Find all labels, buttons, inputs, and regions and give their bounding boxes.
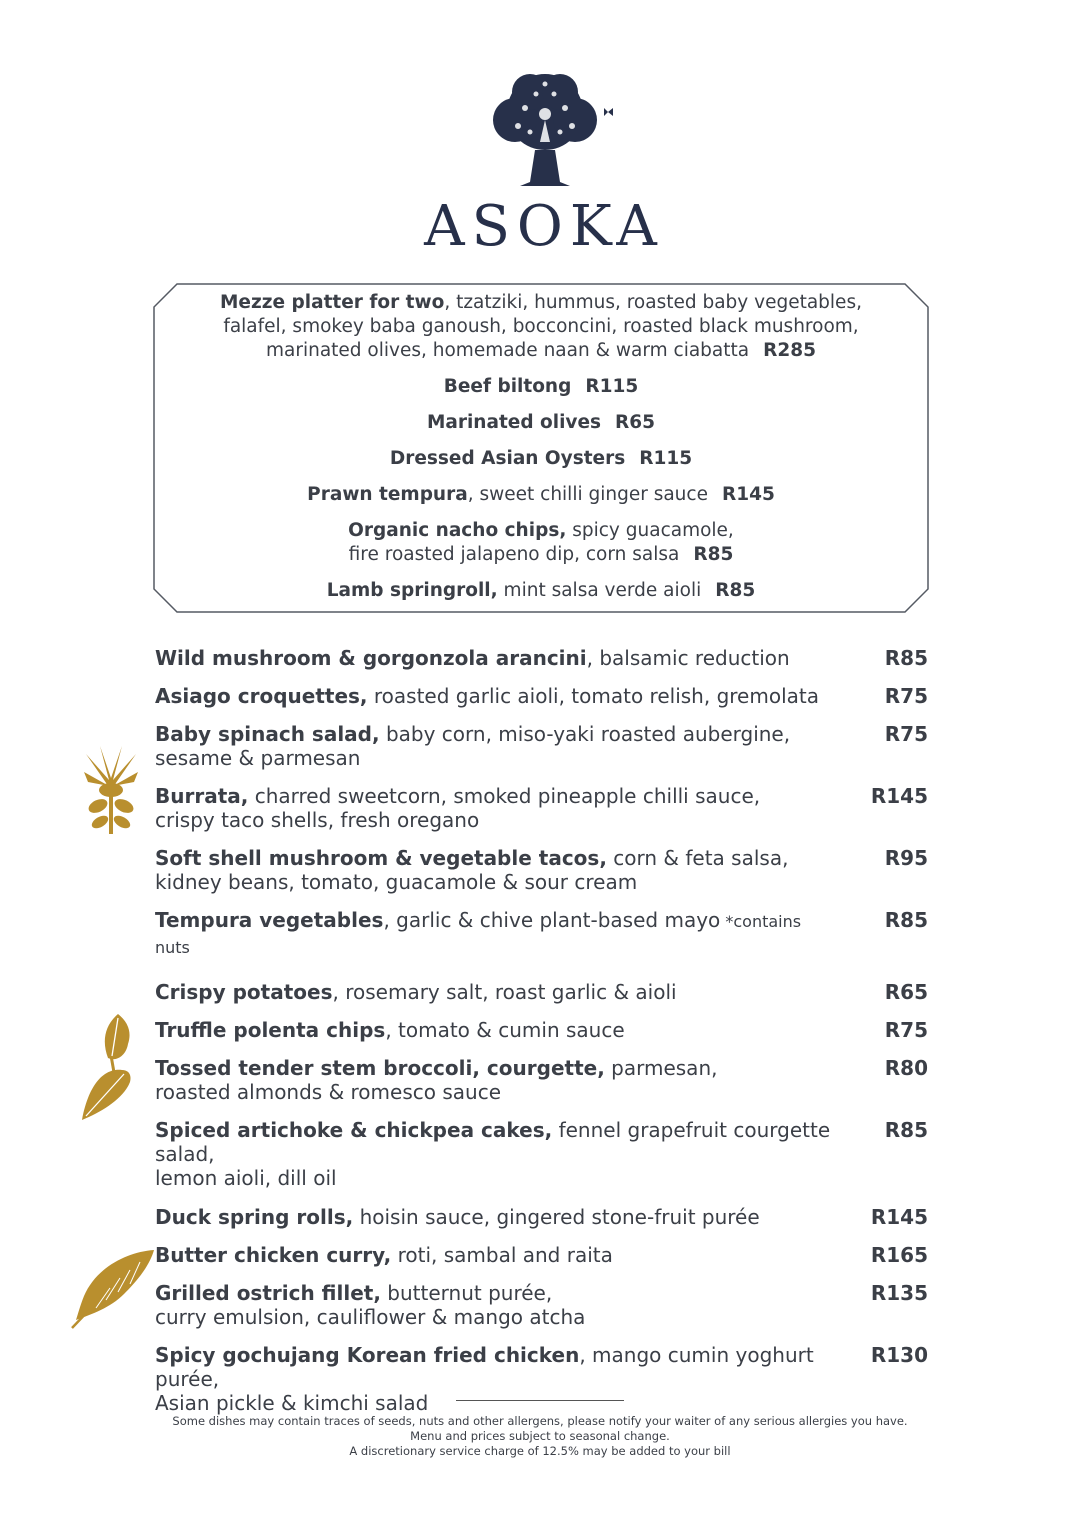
item-price: R145 xyxy=(870,1205,928,1229)
item-price: R85 xyxy=(884,908,928,932)
menu-item xyxy=(155,908,928,960)
allergen-note: Some dishes may contain traces of seeds, nuts and other allergens, please notify your waiter of any serious allergies you have. xyxy=(172,1414,908,1428)
item-description: butternut purée, curry emulsion, cauliflower & mango atcha xyxy=(155,1281,586,1329)
menu-item xyxy=(155,684,928,710)
item-description: parmesan, roasted almonds & romesco sauce xyxy=(155,1056,718,1104)
menu-item xyxy=(153,519,929,567)
item-description: , tomato & cumin sauce xyxy=(385,1018,625,1042)
footer-divider xyxy=(456,1400,624,1401)
menu-item xyxy=(155,846,928,896)
item-price: R85 xyxy=(884,1118,928,1142)
item-description: , balsamic reduction xyxy=(586,646,790,670)
menu-item xyxy=(153,375,929,399)
item-name: Asiago croquettes, xyxy=(155,684,368,708)
item-name: Mezze platter for two xyxy=(220,292,445,313)
item-description: fennel grapefruit courgette salad, lemon aioli, dill oil xyxy=(155,1118,831,1190)
footer-notes xyxy=(0,1414,1080,1459)
item-price: R115 xyxy=(639,448,693,469)
item-name: Lamb springroll, xyxy=(326,580,498,601)
item-price: R85 xyxy=(693,544,734,565)
item-name: Duck spring rolls, xyxy=(155,1205,354,1229)
menu-section-mains xyxy=(155,1205,928,1429)
item-price: R135 xyxy=(870,1281,928,1305)
item-name: Crispy potatoes xyxy=(155,980,333,1004)
menu-item xyxy=(155,980,928,1006)
item-name: Baby spinach salad, xyxy=(155,722,380,746)
item-price: R85 xyxy=(884,646,928,670)
item-description: baby corn, miso-yaki roasted aubergine, sesame & parmesan xyxy=(155,722,791,770)
item-name: Dressed Asian Oysters xyxy=(389,448,626,469)
item-description: , garlic & chive plant-based mayo xyxy=(383,908,721,932)
item-price: R75 xyxy=(884,684,928,708)
item-price: R65 xyxy=(615,412,656,433)
item-description: hoisin sauce, gingered stone-fruit purée xyxy=(353,1205,760,1229)
item-name: Soft shell mushroom & vegetable tacos, xyxy=(155,846,607,870)
menu-item xyxy=(153,579,929,603)
menu-item xyxy=(155,1205,928,1231)
tree-logo-icon xyxy=(470,70,620,190)
wheat-flower-icon xyxy=(76,742,146,836)
item-description: , mango cumin yoghurt purée, Asian pickle & kimchi salad xyxy=(155,1343,814,1415)
item-name: Tossed tender stem broccoli, courgette, xyxy=(155,1056,605,1080)
item-name: Truffle polenta chips xyxy=(155,1018,386,1042)
service-charge-note: A discretionary service charge of 12.5% may be added to your bill xyxy=(349,1444,731,1458)
item-description: charred sweetcorn, smoked pineapple chilli sauce, crispy taco shells, fresh oregano xyxy=(155,784,761,832)
item-name: Grilled ostrich fillet, xyxy=(155,1281,381,1305)
item-name: Beef biltong xyxy=(443,376,572,397)
brand-name: ASOKA xyxy=(424,194,664,259)
menu-item xyxy=(153,483,929,507)
item-price: R80 xyxy=(884,1056,928,1080)
item-name: Tempura vegetables xyxy=(155,908,384,932)
item-price: R65 xyxy=(884,980,928,1004)
item-price: R130 xyxy=(870,1343,928,1367)
menu-item xyxy=(155,1118,928,1192)
menu-item xyxy=(155,1018,928,1044)
item-description: roti, sambal and raita xyxy=(391,1243,613,1267)
menu-item xyxy=(155,1056,928,1106)
item-name: Butter chicken curry, xyxy=(155,1243,392,1267)
item-description: , sweet chilli ginger sauce xyxy=(467,484,708,505)
menu-item xyxy=(155,722,928,772)
item-price: R85 xyxy=(715,580,756,601)
menu-item xyxy=(153,291,929,363)
item-note: *contains nuts xyxy=(155,912,802,957)
sharing-menu-box xyxy=(153,283,929,613)
item-price: R145 xyxy=(721,484,775,505)
item-name: Spicy gochujang Korean fried chicken xyxy=(155,1343,580,1367)
item-name: Spiced artichoke & chickpea cakes, xyxy=(155,1118,553,1142)
feather-icon xyxy=(70,1248,156,1330)
menu-section-sides xyxy=(155,980,928,1204)
item-name: Wild mushroom & gorgonzola arancini xyxy=(155,646,587,670)
menu-item xyxy=(155,646,928,672)
item-price: R115 xyxy=(585,376,639,397)
item-price: R145 xyxy=(870,784,928,808)
menu-item xyxy=(153,411,929,435)
item-price: R285 xyxy=(763,340,816,361)
item-name: Organic nacho chips, xyxy=(348,520,567,541)
item-price: R75 xyxy=(884,1018,928,1042)
item-name: Burrata, xyxy=(155,784,249,808)
item-name: Marinated olives xyxy=(426,412,602,433)
item-price: R95 xyxy=(884,846,928,870)
item-description: corn & feta salsa, kidney beans, tomato, guacamole & sour cream xyxy=(155,846,789,894)
leaf-icon xyxy=(78,1012,144,1124)
menu-item xyxy=(153,447,929,471)
menu-item xyxy=(155,1243,928,1269)
item-description: mint salsa verde aioli xyxy=(497,580,702,601)
item-price: R75 xyxy=(884,722,928,746)
item-description: , tzatziki, hummus, roasted baby vegetables, falafel, smokey baba ganoush, bocconcini, roasted black mushroom, marinated olives, homemade naan & warm ciabatta xyxy=(223,292,862,361)
item-description: , rosemary salt, roast garlic & aioli xyxy=(332,980,677,1004)
item-price: R165 xyxy=(870,1243,928,1267)
menu-item xyxy=(155,1343,928,1417)
menu-item xyxy=(155,1281,928,1331)
item-description: roasted garlic aioli, tomato relish, gremolata xyxy=(367,684,819,708)
menu-item xyxy=(155,784,928,834)
item-name: Prawn tempura xyxy=(307,484,468,505)
price-change-note: Menu and prices subject to seasonal change. xyxy=(410,1429,670,1443)
item-description: spicy guacamole, fire roasted jalapeno dip, corn salsa xyxy=(348,520,734,565)
menu-section-small-plates xyxy=(155,646,928,972)
